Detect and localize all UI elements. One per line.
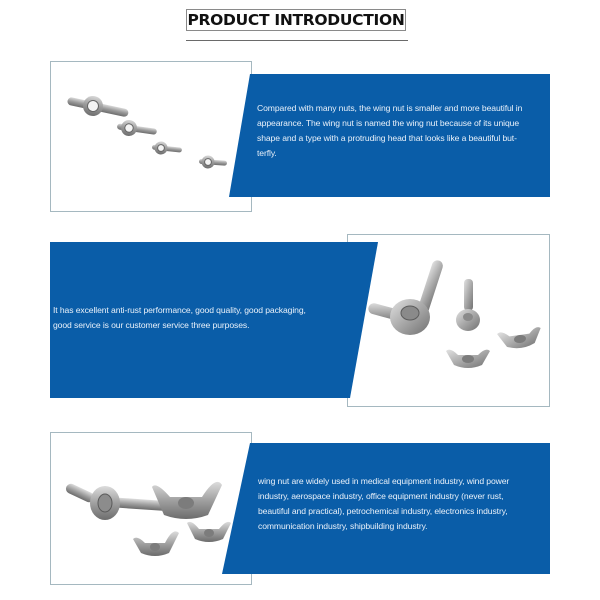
description-line: terfly. bbox=[257, 148, 277, 158]
wing-nut-icon bbox=[51, 433, 252, 585]
description-line: appearance. The wing nut is named the wing nut because of its unique bbox=[257, 118, 520, 128]
description-text bbox=[258, 474, 548, 534]
description-line: communication industry, shipbuilding industry. bbox=[258, 521, 428, 531]
product-image-frame bbox=[50, 432, 252, 585]
description-line: beautiful and practical), petrochemical industry, electronics industry, bbox=[258, 506, 508, 516]
description-line: good service is our customer service three purposes. bbox=[53, 320, 250, 330]
wing-nut-icon bbox=[348, 235, 550, 407]
description-text bbox=[53, 303, 353, 333]
description-line: Compared with many nuts, the wing nut is smaller and more beautiful in bbox=[257, 103, 523, 113]
wing-nut-icon bbox=[51, 62, 252, 212]
description-text bbox=[257, 101, 547, 161]
description-line: industry, aerospace industry, office equipment industry (never rust, bbox=[258, 491, 504, 501]
title-divider bbox=[186, 40, 408, 41]
description-line: shape and a type with a protruding head that looks like a beautiful but- bbox=[257, 133, 517, 143]
page-title-text: PRODUCT INTRODUCTION bbox=[187, 11, 405, 29]
description-line: wing nut are widely used in medical equipment industry, wind power bbox=[258, 476, 510, 486]
product-image-frame bbox=[347, 234, 550, 407]
product-image-frame bbox=[50, 61, 252, 212]
description-line: It has excellent anti-rust performance, good quality, good packaging, bbox=[53, 305, 306, 315]
page-title bbox=[186, 9, 406, 31]
